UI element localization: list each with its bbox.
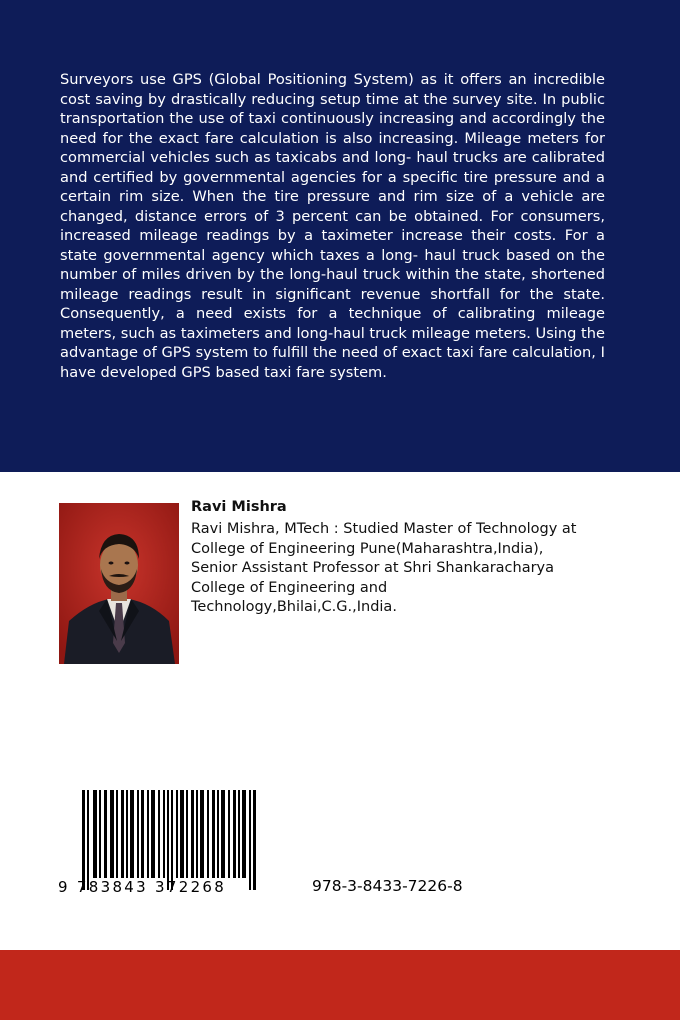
author-bio: Ravi Mishra, MTech : Studied Master of Technology at College of Engineering Pune(Maharashtra,India), Senior Assistant Professor at Shri Shankaracharya College of Engineering and Technology,Bhilai,C.G.,India.: [191, 521, 577, 615]
top-panel: [0, 0, 680, 472]
book-blurb: Surveyors use GPS (Global Positioning System) as it offers an incredible cost saving by drastically reducing setup time at the survey site. In public transportation the use of taxi continuously increasing and accordingly the need for the exact fare calculation is also increasing. Mileage meters for commercial vehicles such as taxicabs and long- haul trucks are calibrated and certified by governmental agencies for a specific tire pressure and a certain rim size. When the tire pressure and rim size of a vehicle are changed, distance errors of 3 percent can be obtained. For consumers, increased mileage readings by a taximeter increase their costs. For a state governmental agency which taxes a long- haul truck based on the number of miles driven by the long-haul truck within the state, shortened mileage readings result in significant revenue shortfall for the state. Consequently, a need exists for a technique of calibrating mileage meters, such as taximeters and long-haul truck mileage meters. Using the advantage of GPS system to fulfill the need of exact taxi fare calculation, I have developed GPS based taxi fare system.: [60, 71, 605, 381]
bottom-band: [0, 950, 680, 1020]
author-name: Ravi Mishra: [191, 499, 287, 515]
author-photo: [59, 503, 179, 664]
barcode-digits: 9 783843 372268: [58, 878, 227, 896]
barcode-bars: [60, 790, 275, 890]
isbn-number: 978-3-8433-7226-8: [312, 877, 463, 895]
